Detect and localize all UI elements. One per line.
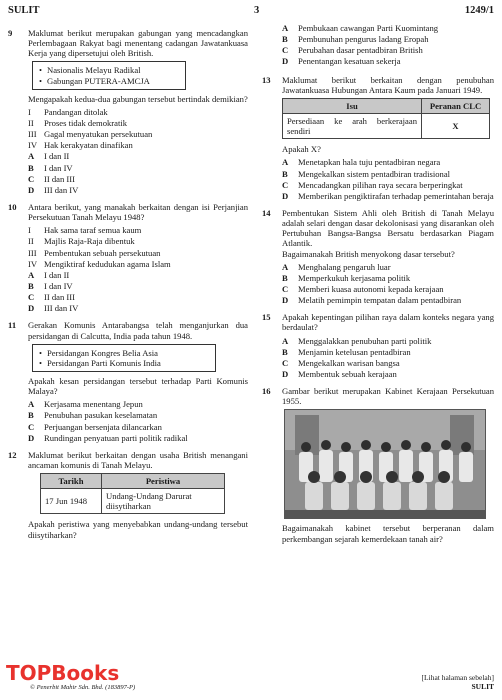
right-column: [262, 22, 494, 551]
info-table: [282, 98, 490, 139]
question-12-continued: [262, 23, 494, 67]
question-stem: Maklumat berikut merupakan gabungan yang mencadangkan Perlembagaan Rakyat bagi menentang cadangan Jawatankuasa Kerja yang dipersetujui oleh British.: [28, 28, 248, 59]
answer-option-a[interactable]: A Menghalang pengaruh luar: [282, 261, 391, 272]
table-header: Peranan CLC: [422, 98, 490, 113]
answer-option-d[interactable]: D Penentangan kesatuan sekerja: [282, 56, 401, 67]
roman-item: III Gagal menyatukan persekutuan: [28, 129, 153, 140]
next-page-note: [Lihat halaman sebelah]: [421, 673, 494, 683]
answer-option-d[interactable]: D III dan IV: [28, 184, 79, 195]
cabinet-photo: [284, 409, 486, 519]
question-ask: Bagaimanakah kabinet tersebut berperanan dalam perkembangan sejarah kemerdekaan tanah air?: [282, 523, 494, 544]
question-ask: Bagaimanakah British menyokong dasar tersebut?: [282, 248, 455, 259]
header-classification: SULIT: [8, 5, 40, 16]
publisher-credit: © Penerbit Mahir Sdn. Bhd. (183897-P): [30, 684, 136, 692]
answer-option-b[interactable]: B I dan IV: [28, 162, 73, 173]
question-stem: Pembentukan Sistem Ahli oleh British di Tanah Melayu adalah selari dengan dasar dekolonisasi yang disarankan oleh Pertubuhan Bangsa-Bangsa Bersatu berdasarkan Piagam Atlantik.: [282, 207, 494, 249]
question-16: [262, 386, 494, 544]
question-stem: Maklumat berikut berkaitan dengan penubuhan Jawatankuasa Hubungan Antara Kaum pada Januari 1949.: [282, 74, 494, 95]
left-column: [8, 28, 248, 547]
question-9: [8, 28, 248, 195]
answer-option-d[interactable]: D III dan IV: [28, 303, 79, 314]
roman-item: IV Mengiktiraf kedudukan agama Islam: [28, 258, 171, 269]
info-box: [32, 61, 186, 89]
question-number: 16: [262, 386, 271, 397]
question-number: 11: [8, 320, 17, 331]
question-stem: Apakah kepentingan pilihan raya dalam konteks negara yang berdaulat?: [282, 312, 494, 333]
answer-option-c[interactable]: C Perjuangan bersenjata dilancarkan: [28, 421, 162, 432]
answer-option-b[interactable]: B Penubuhan pasukan keselamatan: [28, 410, 158, 421]
box-item: • Nasionalis Melayu Radikal: [39, 65, 179, 75]
table-header: Peristiwa: [102, 474, 225, 489]
roman-item: IV Hak kerakyatan dinafikan: [28, 140, 133, 151]
roman-item: II Proses tidak demokratik: [28, 117, 128, 128]
answer-option-a[interactable]: A I dan II: [28, 269, 70, 280]
roman-item: I Hak sama taraf semua kaum: [28, 225, 142, 236]
box-item: • Gabungan PUTERA-AMCJA: [39, 76, 179, 86]
page-number: 3: [254, 5, 260, 16]
question-stem: Maklumat berikut berkaitan dengan usaha British menangani ancaman komunis di Tanah Melayu.: [28, 449, 248, 470]
question-11: [8, 320, 248, 442]
question-number: 13: [262, 74, 271, 85]
answer-option-a[interactable]: A Menetapkan hala tuju pentadbiran negara: [282, 157, 441, 168]
answer-option-b[interactable]: B Mengekalkan sistem pentadbiran tradisional: [282, 168, 451, 179]
question-ask: Mengapakah kedua-dua gabungan tersebut bertindak demikian?: [28, 93, 248, 104]
question-14: [262, 208, 494, 305]
answer-option-b[interactable]: B I dan IV: [28, 280, 73, 291]
answer-option-d[interactable]: D Melatih pemimpin tempatan dalam pentadbiran: [282, 295, 462, 306]
table-header: Tarikh: [41, 474, 102, 489]
page-footer: [422, 674, 494, 692]
answer-option-c[interactable]: C II dan III: [28, 173, 76, 184]
question-10: [8, 202, 248, 313]
roman-item: I Pandangan ditolak: [28, 106, 108, 117]
question-ask: Apakah kesan persidangan tersebut terhadap Parti Komunis Malaya?: [28, 375, 248, 397]
answer-option-c[interactable]: C Mengekalkan warisan bangsa: [282, 357, 400, 368]
table-cell: Persediaan ke arah berkerajaan sendiri: [283, 113, 422, 138]
question-number: 9: [8, 28, 13, 38]
answer-option-c[interactable]: C Perubahan dasar pentadbiran British: [282, 45, 423, 56]
info-box: [32, 344, 216, 372]
answer-option-a[interactable]: A Pembukaan cawangan Parti Kuomintang: [282, 23, 439, 33]
answer-option-d[interactable]: D Membentuk sebuah kerajaan: [282, 368, 397, 379]
answer-option-b[interactable]: B Menjamin ketelusan pentadbiran: [282, 346, 411, 357]
question-number: 15: [262, 312, 271, 323]
question-number: 10: [8, 201, 17, 212]
question-number: 12: [8, 449, 17, 460]
table-cell: Undang-Undang Darurat diisytiharkan: [102, 489, 225, 514]
question-ask: Apakah peristiwa yang menyebabkan undang-undang tersebut diisytiharkan?: [28, 519, 248, 540]
table-cell: X: [422, 113, 490, 138]
question-stem: Gambar berikut merupakan Kabinet Kerajaan Persekutuan 1955.: [282, 386, 494, 407]
box-item: • Persidangan Parti Komunis India: [39, 358, 209, 368]
answer-option-c[interactable]: C Mencadangkan pilihan raya secara berperingkat: [282, 179, 463, 190]
table-header: Isu: [283, 98, 422, 113]
question-15: [262, 312, 494, 379]
paper-code: 1249/1: [464, 5, 494, 16]
page-header: [8, 5, 494, 19]
box-item: • Persidangan Kongres Belia Asia: [39, 348, 209, 358]
answer-option-c[interactable]: C II dan III: [28, 292, 76, 303]
info-table: [40, 473, 225, 514]
roman-item: II Majlis Raja-Raja dibentuk: [28, 236, 135, 247]
answer-option-a[interactable]: A Kerjasama menentang Jepun: [28, 399, 143, 410]
question-12: [8, 450, 248, 540]
answer-option-b[interactable]: B Pembunuhan pengurus ladang Eropah: [282, 34, 429, 45]
question-stem: Antara berikut, yang manakah berkaitan dengan isi Perjanjian Persekutuan Tanah Melayu 1948?: [28, 201, 248, 223]
answer-option-a[interactable]: A I dan II: [28, 151, 70, 162]
question-13: [262, 75, 494, 201]
answer-option-d[interactable]: D Memberikan pengiktirafan terhadap pemerintahan beraja: [282, 190, 494, 201]
cabinet-photo-illustration: [285, 410, 485, 518]
footer-classification: SULIT: [471, 682, 494, 692]
topbooks-logo: TOPBooks: [6, 661, 120, 686]
question-number: 14: [262, 207, 271, 218]
question-stem: Gerakan Komunis Antarabangsa telah menganjurkan dua persidangan di Calcutta, India pada tahun 1948.: [28, 320, 248, 341]
answer-option-a[interactable]: A Menggalakkan penubuhan parti politik: [282, 335, 432, 346]
question-ask: Apakah X?: [282, 144, 321, 155]
answer-option-b[interactable]: B Memperkukuh kerjasama politik: [282, 272, 411, 283]
roman-item: III Pembentukan sebuah persekutuan: [28, 247, 161, 258]
answer-option-d[interactable]: D Rundingan penyatuan parti politik radikal: [28, 432, 188, 443]
table-cell: 17 Jun 1948: [41, 489, 102, 514]
answer-option-c[interactable]: C Memberi kuasa autonomi kepada kerajaan: [282, 283, 444, 294]
